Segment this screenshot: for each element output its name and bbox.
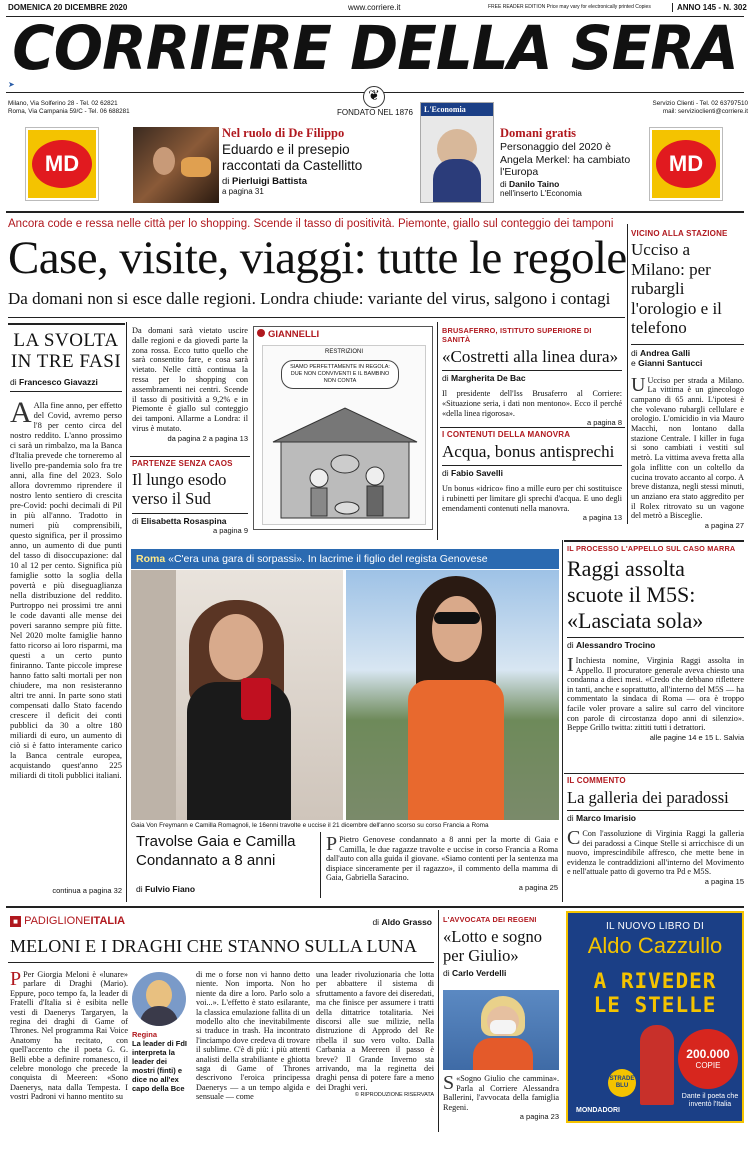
md-ad-right[interactable]	[650, 128, 722, 200]
economia-cover[interactable]	[420, 102, 494, 203]
dante-figure-icon	[640, 1025, 674, 1105]
book-ad-overline: IL NUOVO LIBRO DI	[605, 921, 705, 932]
teaser-right-author: Danilo Taino	[509, 178, 560, 189]
castellitto-photo[interactable]	[133, 127, 219, 203]
lead-body: Da domani sarà vietato uscire dalle regioni e da giovedì parte la zona rossa. Ecco tutto quello che sarà consentito fare, e cosa sarà vietato. Nelle città continua la ressa per lo shopping con assembramenti nei centri. Scende il tasso di positività a 9,2% e in Piemonte è giallo sul conteggio dei tamponi. Allarme a Londra: il virus è mutato.	[132, 326, 248, 433]
teaser-right-title: Personaggio del 2020 è Angela Merkel: ha cambiato l'Europa	[500, 141, 631, 178]
roma-body-block[interactable]	[326, 835, 558, 892]
meloni-caption-name: Regina	[132, 1030, 158, 1039]
book-ad-title-1: A RIVEDER	[593, 969, 717, 993]
editorial-author: Francesco Giavazzi	[19, 377, 98, 387]
cartoon-speech: SIAMO PERFETTAMENTE IN REGOLA: DUE NON CONVIVENTI E IL BAMBINO NON CONTA	[281, 360, 399, 389]
book-ad-publisher: MONDADORI	[576, 1107, 620, 1114]
roma-body: P Pietro Genovese condannato a 8 anni per la morte di Gaia e Camilla, le due ragazze travolte e uccise in corso Francia a Roma dall'auto con alla guida il giovane. «Siamo contenti per la sentenza ma dispiace sinceramente per il ragazzo», il commento della mamma di Gaia, Gabriella Saracino.	[326, 833, 558, 883]
lotto-body-block	[443, 1074, 559, 1121]
feather-icon: ➤	[8, 80, 15, 89]
commento[interactable]: IL COMMENTO La galleria dei paradossi di Marco Imarisio C Con l'assoluzione di Virginia Raggi la galleria dei paradossi a Cinque Stelle si arricchisce di un nuovo, imprescindibile affresco, che mette bene in evidenza le contraddizioni all'interno del Movimento e nell'attuale patto di governo tra Pd e M5S. a pagina 15	[567, 776, 744, 886]
raggi-author: Alessandro Trocino	[576, 640, 656, 650]
masthead-title[interactable]: CORRIERE DELLA SERA	[12, 12, 738, 84]
book-ad[interactable]	[566, 911, 744, 1123]
meloni-photo[interactable]	[132, 972, 186, 1026]
padiglione-byline: di Aldo Grasso	[372, 917, 432, 927]
editorial[interactable]: LA SVOLTA IN TRE FASI di Francesco Giavazzi A Alla fine anno, per effetto del Covid, avremo perso l'8 per cento circa del nostro reddito. L'anno prossimo ci sarà un rimbalzo, ma la Banca d'Italia prevede che torneremo al livello pre-pandemia solo fra tre anni, alla fine del 2023. Solo allora dovremmo riprendere il nostro lento sentiero di crescita pre-Covid: pochi decimali di Pil in più all'anno. Tradotto in numeri più comprensibili, questo significa, per il prossimo anno, un aumento di due punti del tasso di disoccupazione: dal 10 al 12 per cento. Significa più famiglie sotto la soglia della povertà e più diseguaglianza nella distribuzione del reddito. Purtroppo nei prossimi tre anni le code davanti alle mense dei poveri saranno sempre più fitte. Nel 2020 molte famiglie hanno fatto ricorso ai loro risparmi, ma questi a un certo punto finiranno. Tante piccole imprese hanno fatto salti mortali per non chiudere, ma non resisteranno altri tre anni. In parte sono stati compensati dallo Stato facendo crescere il deficit dei conti pubblici da 30 a oltre 180 miliardi di euro, un aumento di ciò si è fatto interamente carico la Banca centrale europea, acquistando quest'anno 225 miliardi di titoli pubblici italiani. continua a pagina 32	[10, 330, 122, 895]
sidebar-kicker: VICINO ALLA STAZIONE	[631, 229, 728, 238]
md-ad-left[interactable]	[26, 128, 98, 200]
padiglione-note: © RIPRODUZIONE RISERVATA	[354, 1092, 434, 1099]
book-ad-copies-label: COPIE	[695, 1061, 721, 1070]
sidebar-page: a pagina 27	[704, 521, 744, 531]
meloni-caption: Regina La leader di FdI interpreta la leader dei mostri (finti) e dice no all'ex capo della Bce	[132, 1030, 190, 1093]
nativity-scene-icon	[263, 404, 427, 524]
sidebar-author: Andrea Galli	[640, 347, 691, 358]
lead-overline: Ancora code e ressa nelle città per lo shopping. Scende il tasso di positività. Piemonte, giallo sul conteggio dei tamponi	[8, 218, 614, 230]
padiglione-label: ■ PADIGLIONEITALIA	[10, 915, 125, 927]
lead-subhead: Da domani non si esce dalle regioni. Londra chiude: variante del virus, salgono i contagi	[8, 289, 611, 308]
manovra-author: Fabio Savelli	[451, 468, 503, 478]
lead-headline[interactable]: Case, visite, viaggi: tutte le regole	[8, 232, 627, 284]
cartoon-artist: GIANNELLI	[257, 329, 319, 340]
roma-photo-caption: Gaia Von Freymann e Camilla Romagnoli, le 16enni travolte e uccise il 21 dicembre dell'anno scorso su corso Francia a Roma	[131, 822, 489, 829]
economia-magazine-label: L'Economia	[421, 103, 493, 116]
gaia-photo[interactable]	[131, 570, 343, 820]
editorial-headline: LA SVOLTA IN TRE FASI	[10, 330, 122, 372]
lotto[interactable]: L'AVVOCATA DEI REGENI «Lotto e sogno per Giulio» di Carlo Verdelli	[443, 915, 559, 978]
issue-date: DOMENICA 20 DICEMBRE 2020	[8, 3, 128, 12]
left-address: Milano, Via Solferino 28 - Tel. 02 62821 Roma, Via Campania 59/C - Tel. 06 688281	[8, 100, 130, 115]
lotto-headline: «Lotto e sogno per Giulio»	[443, 927, 542, 965]
commento-headline: La galleria dei paradossi	[567, 788, 729, 807]
padiglione-col3: una leader rivoluzionaria che lotta per abbattere il sistema di sfruttamento a favore dei diseredati, ma che finisce per assumere i tratti della dittatrice totalitaria. Nei discorsi alle sue milizie, nella distruzione di Approdo del Re ribella il suo vero volto. Dalla Carbania a Meereen il passo è breve? Il Grande Inverno sta arrivando, ma la reginetta dei draghi pensa di potere fare a meno dei Draghi veri.	[316, 970, 434, 1092]
roma-headline[interactable]: Travolse Gaia e Camilla Condannato a 8 anni	[136, 833, 296, 869]
book-ad-author: Aldo Cazzullo	[587, 933, 723, 958]
cartoon-title: RESTRIZIONI	[324, 349, 363, 355]
camilla-photo[interactable]	[346, 570, 559, 820]
brusaferro-page: a pagina 8	[586, 418, 622, 428]
brusaferro-author: Margherita De Bac	[451, 373, 526, 383]
padiglione-author: Aldo Grasso	[381, 917, 432, 927]
brusaferro-kicker: BRUSAFERRO, ISTITUTO SUPERIORE DI SANITÀ	[442, 326, 592, 344]
brusaferro[interactable]: BRUSAFERRO, ISTITUTO SUPERIORE DI SANITÀ «Costretti alla linea dura» di Margherita De Bac Il presidente dell'Iss Brusaferro al Corriere: «Situazione seria, i dati non mentono». Ecco il perché «della linea rigorosa». a pagina 8	[442, 326, 622, 428]
esodo-kicker: PARTENZE SENZA CAOS	[132, 459, 233, 468]
cartoon-drawing	[262, 345, 426, 525]
manovra-kicker: I CONTENUTI DELLA MANOVRA	[442, 430, 571, 439]
padiglione-col2: di me o forse non vi hanno detto niente. Non importa. Non ho niente da dire a loro. Parlo solo a voi...». L'effetto è stato esilarante, la classica emulazione fallita di un modello alto che inevitabilmente si traduce in trash. Ha incontrato l'inciampo dove credeva di trovare il sublime. C'è di più: i più attenti analisti della strabiliante e ghiotta saga di Game of Thrones descrivono l'eroica principessa Daenerys — a un tempo algida e sensuale — come	[196, 970, 310, 1102]
sidebar-body: U Ucciso per strada a Milano. La vittima è un ginecologo campano di 65 anni. L'ipotesi è che volevano rubargli cellulare e orologio. L'omicidio in via Mauro Macchi, non lontano dalla stazione Centrale. I killer in fuga si sono cambiati i vestiti sul metrò. La vittima aveva fretta alla gola inflitte con un coltello da cucina trovato accanto al corpo. A breve distanza, negli stessi minuti, un anziano era stato aggredito per il Rolex ritrovato su un vagone del metrò a Bisceglie.	[631, 373, 744, 521]
padiglione-col3-block	[316, 970, 434, 1098]
roma-byline: di Fulvio Fiano	[136, 884, 196, 894]
teaser-right[interactable]: Domani gratis Personaggio del 2020 è Angela Merkel: ha cambiato l'Europa di Danilo Taino nell'inserto L'Economia	[500, 126, 640, 198]
teaser-left-title: Eduardo e il presepio raccontati da Castellitto	[222, 142, 363, 173]
commento-page: a pagina 15	[704, 876, 744, 886]
manovra[interactable]: I CONTENUTI DELLA MANOVRA Acqua, bonus antisprechi di Fabio Savelli Un bonus «idrico» fino a mille euro per chi sostituisce i rubinetti per limitare gli sprechi d'acqua. E uno degli emendamenti contenuti nella manovra. a pagina 13	[442, 430, 622, 523]
padiglione-icon: ■	[10, 916, 21, 927]
sidebar-headline: Ucciso a Milano: per rubargli l'orologio e il telefono	[631, 240, 722, 337]
roma-page: a pagina 25	[518, 882, 558, 892]
lotto-body: S «Sogno Giulio che cammina». Parla al Corriere Alessandra Ballerini, l'avvocata della famiglia Regeni.	[443, 1072, 559, 1112]
teaser-left-author: Pierluigi Battista	[232, 176, 308, 187]
padiglione-headline[interactable]: MELONI E I DRAGHI CHE STANNO SULLA LUNA	[10, 936, 417, 956]
teaser-left[interactable]: Nel ruolo di De Filippo Eduardo e il presepio raccontati da Castellitto di Pierluigi Battista a pagina 31	[222, 126, 402, 196]
commento-body: C Con l'assoluzione di Virginia Raggi la galleria dei paradossi a Cinque Stelle si arricchisce di un nuovo, imprescindibile affresco, che mette bene in evidenza le contraddizioni all'interno del Movimento e nell'attuale patto di governo tra Pd e M5S.	[567, 827, 744, 877]
edition-note: FREE READER EDITION Price may vary for electronically printed Copies	[488, 4, 651, 10]
book-ad-badge: STRADE BLU	[608, 1069, 636, 1097]
raggi-page: alle pagine 14 e 15 L. Salvia	[649, 732, 744, 742]
commento-kicker: IL COMMENTO	[567, 776, 626, 785]
teaser-left-page: a pagina 31	[222, 187, 264, 196]
teaser-right-page: nell'inserto L'Economia	[500, 188, 582, 198]
padiglione-col1: P Per Giorgia Meloni è «lunare» parlare di Draghi (Mario). Eppure, poco tempo fa, la leader di Fratelli d'Italia si è esibita nelle vesti di Daenerys Targaryen, la regina dei draghi di Game of Thrones. Nel programma Rai Voice Anatomy ha recitato, con quell'accento che il poeta G. G. Belli ebbe a definire romanesco, il celebre monologo che precede la conquista di Meereen: «Sono Daenerys, nata dalla Tempesta. I vostri Padroni vi hanno mentito su	[10, 970, 128, 1102]
seal-icon: ❦	[363, 86, 385, 108]
raggi-body: I Inchiesta nomine, Virginia Raggi assolta in Appello. Il procuratore generale aveva chiesto una condanna a dieci mesi. «Credo che debbano riflettere in tanti, anche e soprattutto, all'interno del M5S — ha commentato la sindaca di Roma — ora è troppo facile voler provare a salire sul carro del vincitore con parole di circostanza dopo anni di silenzio». Beppe Grillo twitta: zittiti tutti i detrattori.	[567, 654, 744, 733]
md-logo: MD	[656, 140, 716, 188]
cartoon-dot-icon	[257, 329, 265, 337]
manovra-body: Un bonus «idrico» fino a mille euro per chi sostituisce i rubinetti per limitare gli sprechi d'acqua. E uno degli emendamenti contenuti nella manovra.	[442, 484, 622, 513]
book-ad-tagline: Dante il poeta che inventò l'Italia	[681, 1093, 739, 1108]
md-logo: MD	[32, 140, 92, 188]
site-url[interactable]: www.corriere.it	[348, 3, 401, 12]
ballerini-photo[interactable]	[443, 990, 559, 1070]
book-ad-copies-badge	[678, 1029, 738, 1089]
esodo-headline: Il lungo esodo verso il Sud	[132, 470, 227, 508]
brusaferro-body: Il presidente dell'Iss Brusaferro al Corriere: «Situazione seria, i dati non mentono». Ecco il perché «della linea rigorosa».	[442, 389, 622, 418]
lead-page: da pagina 2 a pagina 13	[167, 433, 248, 443]
sidebar-author-2: Gianni Santucci	[638, 357, 703, 368]
esodo-author: Elisabetta Rosaspina	[141, 516, 227, 526]
sidebar-right[interactable]: VICINO ALLA STAZIONE Ucciso a Milano: per rubargli l'orologio e il telefono di Andrea Galli e Gianni Santucci U Ucciso per strada a Milano. La vittima è un ginecologo campano di 65 anni. L'ipotesi è che volevano rubargli cellulare e orologio. L'omicidio in via Mauro Macchi, non lontano dalla stazione Centrale. I killer in fuga si sono cambiati i vestiti sul metrò. La vittima aveva fretta alla gola inflitte con un coltello da cucina trovato accanto al corpo. A breve distanza, negli stessi minuti, un anziano era stato aggredito per il Rolex ritrovato su un vagone del metrò a Bisceglie. a pagina 27	[631, 229, 744, 531]
right-address: Servizio Clienti - Tel. 02 63797510 mail: servizioclienti@corriere.it	[652, 100, 748, 115]
lotto-page: a pagina 23	[519, 1112, 559, 1122]
lotto-author: Carlo Verdelli	[452, 968, 507, 978]
teaser-left-kicker: Nel ruolo di De Filippo	[222, 126, 345, 140]
roma-banner: Roma «C'era una gara di sorpassi». In lacrime il figlio del regista Genovese	[131, 549, 559, 569]
manovra-headline: Acqua, bonus antisprechi	[442, 442, 615, 461]
esodo-page: a pagina 9	[212, 526, 248, 535]
commento-author: Marco Imarisio	[576, 813, 636, 823]
brusaferro-headline: «Costretti alla linea dura»	[442, 347, 619, 366]
roma-label: Roma	[136, 553, 166, 565]
raggi-headline: Raggi assolta scuote il M5S: «Lasciata sola»	[567, 556, 704, 633]
raggi-kicker: IL PROCESSO L'APPELLO SUL CASO MARRA	[567, 544, 736, 553]
raggi[interactable]: IL PROCESSO L'APPELLO SUL CASO MARRA Raggi assolta scuote il M5S: «Lasciata sola» di Alessandro Trocino I Inchiesta nomine, Virginia Raggi assolta in Appello. Il procuratore generale aveva chiesto una condanna a dieci mesi. «Credo che debbano riflettere in tanti, anche e soprattutto, all'interno del M5S — ha commentato la sindaca di Roma — ora è troppo facile voler provare a salire sul carro del vincitore con parole di circostanza dopo anni di silenzio». Beppe Grillo twitta: zittiti tutti i detrattori. alle pagine 14 e 15 L. Salvia	[567, 544, 744, 742]
issue-number: ANNO 145 - N. 302	[672, 3, 747, 12]
lead-body-block[interactable]	[132, 326, 248, 443]
lotto-kicker: L'AVVOCATA DEI REGENI	[443, 915, 537, 924]
roma-author: Fulvio Fiano	[145, 884, 196, 894]
book-ad-title-2: LE STELLE	[593, 993, 717, 1017]
book-ad-copies: 200.000	[686, 1047, 730, 1061]
teaser-right-kicker: Domani gratis	[500, 126, 577, 140]
manovra-page: a pagina 13	[582, 513, 622, 523]
cartoon-frame[interactable]	[253, 326, 433, 530]
founded-label: FONDATO NEL 1876	[337, 108, 413, 117]
editorial-page: continua a pagina 32	[52, 886, 122, 895]
esodo[interactable]: PARTENZE SENZA CAOS Il lungo esodo verso il Sud di Elisabetta Rosaspina a pagina 9	[132, 459, 248, 535]
editorial-body: A Alla fine anno, per effetto del Covid, avremo perso l'8 per cento circa del nostro reddito. L'anno prossimo ci sarà un rimbalzo, ma la Banca d'Italia prevede che torneremo al livello pre-pandemia solo fra tre anni, alla fine del 2023. Solo allora dovremmo riprendere il nostro lento sentiero di crescita pre-Covid: pochi decimali di Pil in più all'anno. Tradotto in numeri più comprensibili, questo significa, per il prossimo anno, un aumento di due punti del tasso di disoccupazione: dal 10 al 12 per cento. Significa più famiglie sotto la soglia della povertà e più diseguaglianza nella distribuzione del reddito. Purtroppo nei prossimi tre anni le code davanti alle mense dei poveri saranno sempre più fitte. Nel 2020 molte famiglie hanno fatto ricorso ai loro risparmi, ma questi a un certo punto finiranno. Tante piccole imprese hanno fatto salti mortali per non chiudere, ma non resisteranno altri tre anni. In parte sono stati compensati dallo Stato facendo crescere il deficit dei conti pubblici da 30 a oltre 180 miliardi di euro, un aumento di ciò si è fatto interamente carico la Banca centrale europea, acquistando quest'anno 225 miliardi di titoli pubblici italiani.	[10, 400, 122, 780]
